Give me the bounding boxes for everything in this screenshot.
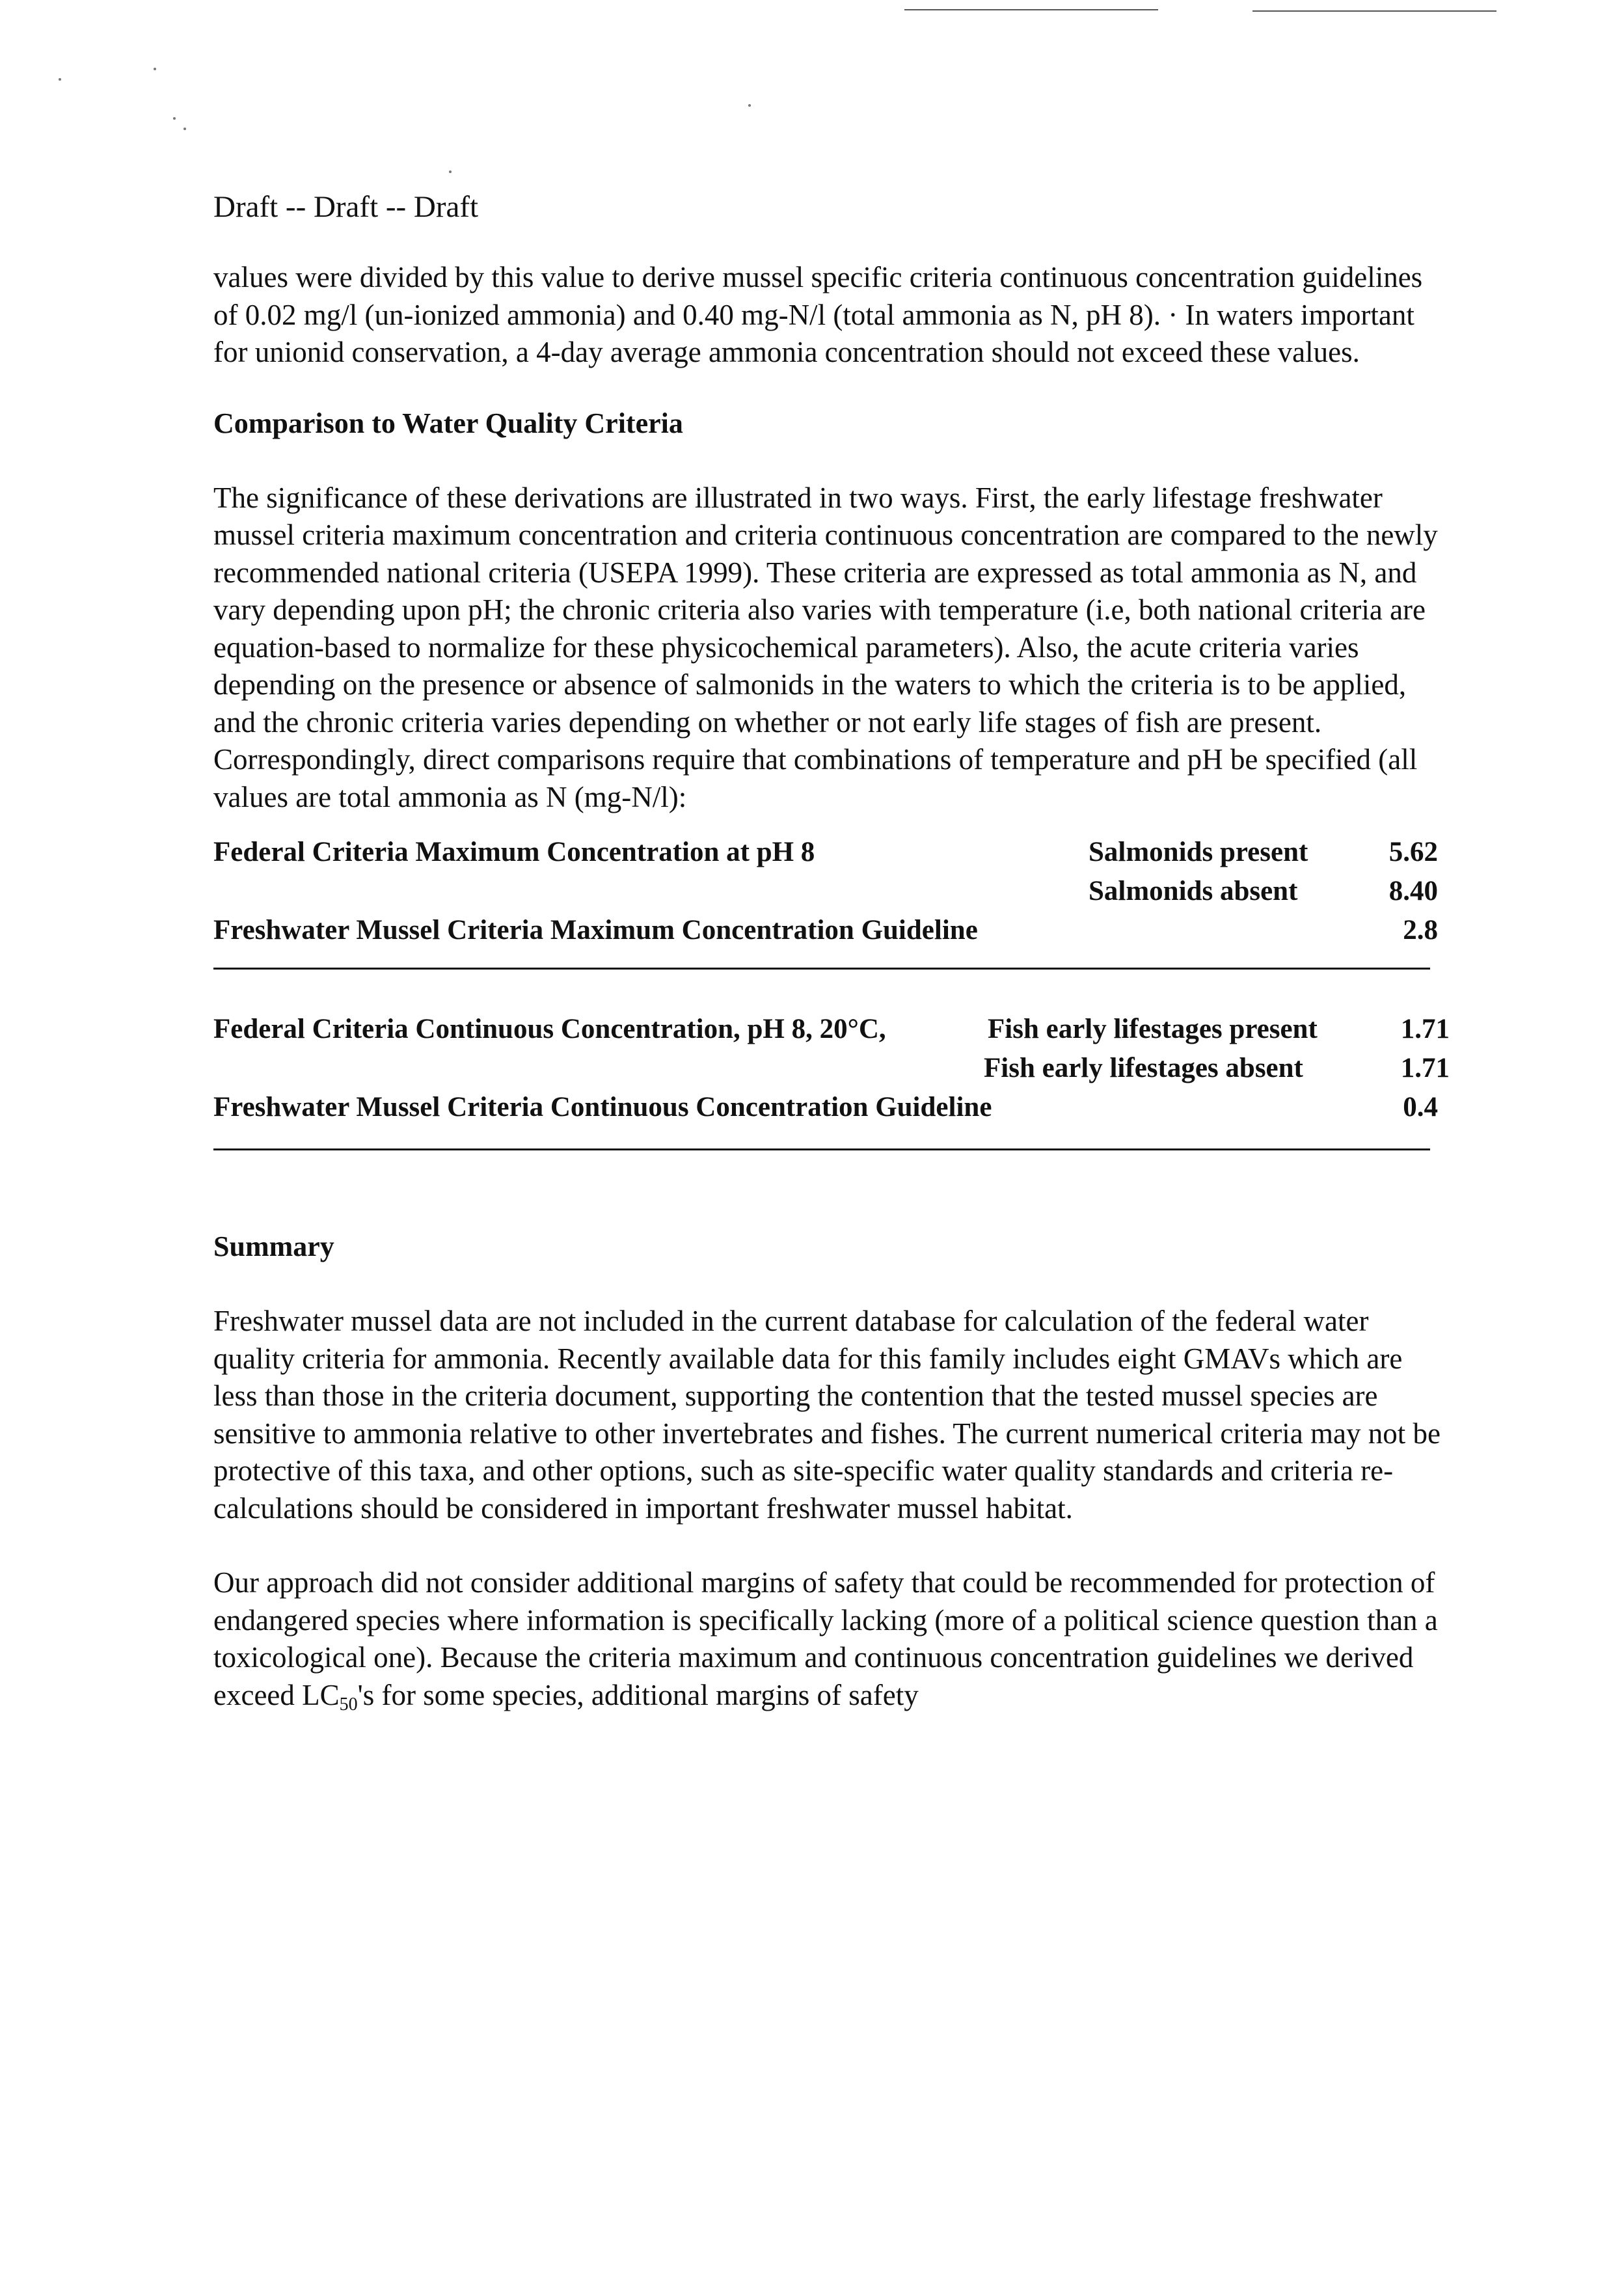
criteria-divider: [213, 968, 1430, 970]
salmonids-present-label: Salmonids present: [1089, 837, 1308, 867]
fish-absent-value: 1.71: [1400, 1053, 1450, 1083]
scan-speck: [748, 104, 751, 107]
scan-speck: [59, 78, 61, 81]
criteria-max-block: [213, 833, 1450, 972]
mussel-cont-label: Freshwater Mussel Criteria Continuous Concentration Guideline: [213, 1092, 992, 1122]
scan-speck: [183, 128, 186, 130]
scan-speck: [449, 170, 452, 173]
intro-paragraph: values were divided by this value to derive mussel specific criteria continuous concentration guidelines of 0.02 mg/l (un-ionized ammonia) and 0.40 mg-N/l (total ammonia as N, pH 8). · In waters important for unionid conservation, a 4-day average ammonia concentration should not exceed these values.: [213, 261, 1423, 368]
lc50-subscript: 50: [339, 1694, 358, 1715]
criteria-divider: [213, 1148, 1430, 1150]
salmonids-absent-value: 8.40: [1388, 876, 1438, 906]
scan-top-rule: [904, 9, 1158, 10]
salmonids-absent-label: Salmonids absent: [1089, 876, 1298, 906]
federal-cont-label: Federal Criteria Continuous Concentration, pH 8, 20°C,: [213, 1014, 886, 1044]
document-page: [213, 189, 1450, 1714]
fish-absent-label: Fish early lifestages absent: [984, 1053, 1303, 1083]
scan-speck: [154, 68, 156, 70]
criteria-cont-block: [213, 1010, 1450, 1153]
summary-paragraph-2-text: Our approach did not consider additional margins of safety that could be recommended for protection of endangered species where information is specifically lacking (more of a political science question than a toxicological one). Because the criteria maximum and continuous concentration guidelines we derived exceed LC: [213, 1566, 1438, 1711]
comparison-paragraph: The significance of these derivations are illustrated in two ways. First, the early lifestage freshwater mussel criteria maximum concentration and criteria continuous concentration are compared to the newly recommended national criteria (USEPA 1999). These criteria are expressed as total ammonia as N, and vary depending upon pH; the chronic criteria also varies with temperature (i.e, both national criteria are equation-based to normalize for these physicochemical parameters). Also, the acute criteria varies depending on the presence or absence of salmonids in the waters to which the criteria is to be applied, and the chronic criteria varies depending on whether or not early life stages of fish are present. Correspondingly, direct comparisons require that combinations of temperature and pH be specified (all values are total ammonia as N (mg-N/l):: [213, 481, 1438, 813]
summary-heading: Summary: [213, 1230, 334, 1262]
mussel-max-value: 2.8: [1403, 915, 1438, 945]
mussel-cont-value: 0.4: [1403, 1092, 1438, 1122]
mussel-max-label: Freshwater Mussel Criteria Maximum Concentration Guideline: [213, 915, 978, 945]
federal-max-label: Federal Criteria Maximum Concentration at pH 8: [213, 837, 815, 867]
summary-paragraph-1: Freshwater mussel data are not included in the current database for calculation of the federal water quality criteria for ammonia. Recently available data for this family includes eight GMAVs which are less than those in the criteria document, supporting the contention that the tested mussel species are sensitive to ammonia relative to other invertebrates and fishes. The current numerical criteria may not be protective of this taxa, and other options, such as site-specific water quality standards and criteria re-calculations should be considered in important freshwater mussel habitat.: [213, 1305, 1441, 1525]
draft-header: Draft -- Draft -- Draft: [213, 190, 479, 224]
salmonids-present-value: 5.62: [1388, 837, 1438, 867]
comparison-heading: Comparison to Water Quality Criteria: [213, 407, 683, 439]
scan-speck: [173, 117, 176, 120]
scan-top-rule: [1252, 10, 1496, 12]
summary-paragraph-2-tail: 's for some species, additional margins of safety: [357, 1678, 919, 1711]
fish-present-label: Fish early lifestages present: [988, 1014, 1318, 1044]
summary-paragraph-2: [213, 1564, 1450, 1714]
fish-present-value: 1.71: [1400, 1014, 1450, 1044]
